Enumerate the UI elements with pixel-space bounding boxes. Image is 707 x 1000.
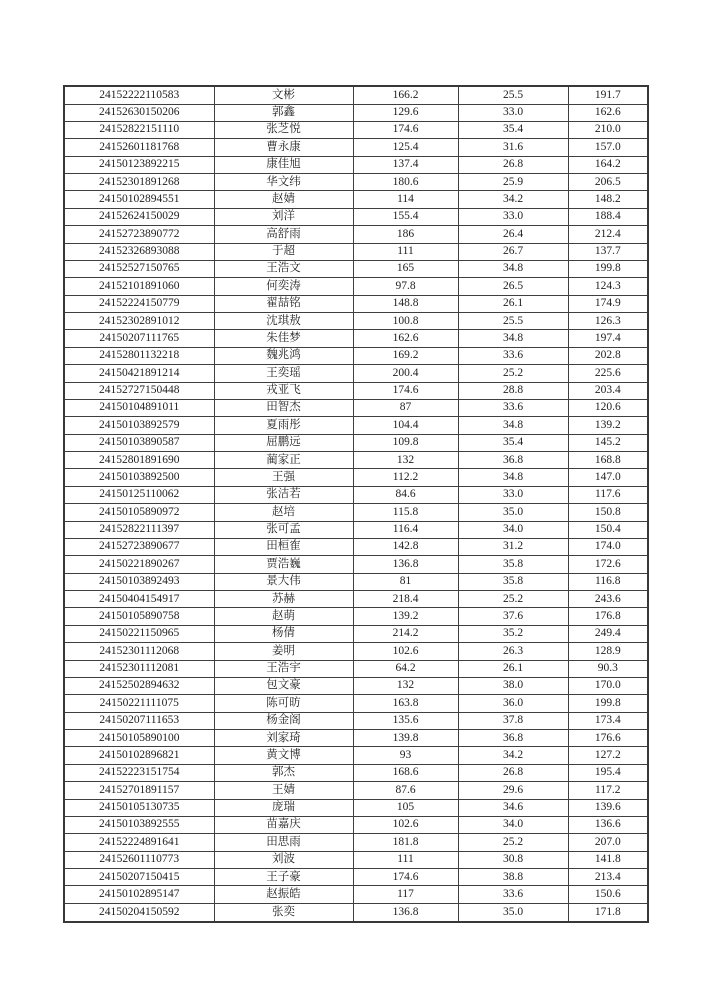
cell-score-1: 186	[353, 226, 458, 243]
cell-score-2: 30.8	[458, 851, 568, 868]
cell-score-2: 31.6	[458, 139, 568, 156]
cell-candidate-id: 24152502894632	[64, 677, 214, 694]
table-row	[64, 834, 648, 851]
cell-name: 包文豪	[214, 677, 353, 694]
cell-score-2: 25.9	[458, 174, 568, 191]
cell-name: 张芝悦	[214, 121, 353, 138]
cell-score-1: 162.6	[353, 330, 458, 347]
cell-score-1: 116.4	[353, 521, 458, 538]
cell-name: 曹永康	[214, 139, 353, 156]
cell-score-1: 181.8	[353, 834, 458, 851]
cell-name: 郭杰	[214, 764, 353, 781]
cell-score-2: 33.0	[458, 208, 568, 225]
cell-score-2: 36.8	[458, 452, 568, 469]
cell-candidate-id: 24150207111765	[64, 330, 214, 347]
cell-score-total: 147.0	[568, 469, 648, 486]
cell-candidate-id: 24152801132218	[64, 347, 214, 364]
cell-candidate-id: 24152624150029	[64, 208, 214, 225]
table-row	[64, 660, 648, 677]
cell-name: 赵婧	[214, 191, 353, 208]
cell-candidate-id: 24152326893088	[64, 243, 214, 260]
cell-score-1: 139.2	[353, 608, 458, 625]
cell-score-total: 126.3	[568, 313, 648, 330]
cell-score-2: 34.6	[458, 799, 568, 816]
cell-candidate-id: 24152301112068	[64, 643, 214, 660]
cell-score-total: 168.8	[568, 452, 648, 469]
cell-score-2: 33.6	[458, 886, 568, 903]
cell-score-2: 34.8	[458, 417, 568, 434]
cell-score-total: 150.4	[568, 521, 648, 538]
cell-score-2: 36.0	[458, 695, 568, 712]
cell-candidate-id: 24150207111653	[64, 712, 214, 729]
cell-name: 于超	[214, 243, 353, 260]
cell-candidate-id: 24152723890772	[64, 226, 214, 243]
cell-score-1: 129.6	[353, 104, 458, 121]
cell-name: 王子豪	[214, 869, 353, 886]
table-row	[64, 156, 648, 173]
table-row	[64, 556, 648, 573]
cell-candidate-id: 24150103892500	[64, 469, 214, 486]
cell-score-1: 218.4	[353, 591, 458, 608]
cell-score-2: 37.6	[458, 608, 568, 625]
cell-candidate-id: 24150404154917	[64, 591, 214, 608]
cell-candidate-id: 24150221890267	[64, 556, 214, 573]
cell-score-1: 125.4	[353, 139, 458, 156]
cell-name: 翟喆铭	[214, 295, 353, 312]
table-row	[64, 730, 648, 747]
cell-score-total: 243.6	[568, 591, 648, 608]
cell-name: 华文纬	[214, 174, 353, 191]
cell-score-2: 26.8	[458, 156, 568, 173]
cell-name: 刘家琦	[214, 730, 353, 747]
cell-name: 张可孟	[214, 521, 353, 538]
cell-name: 何奕涛	[214, 278, 353, 295]
cell-score-2: 34.2	[458, 747, 568, 764]
cell-candidate-id: 24152301112081	[64, 660, 214, 677]
cell-candidate-id: 24152601181768	[64, 139, 214, 156]
cell-score-1: 111	[353, 851, 458, 868]
cell-name: 贾浩巍	[214, 556, 353, 573]
cell-score-total: 162.6	[568, 104, 648, 121]
cell-score-1: 139.8	[353, 730, 458, 747]
cell-score-total: 197.4	[568, 330, 648, 347]
table-row	[64, 86, 648, 104]
cell-candidate-id: 24152302891012	[64, 313, 214, 330]
table-row	[64, 278, 648, 295]
cell-score-2: 26.4	[458, 226, 568, 243]
cell-candidate-id: 24152801891690	[64, 452, 214, 469]
table-row	[64, 851, 648, 868]
cell-score-total: 206.5	[568, 174, 648, 191]
cell-score-2: 34.8	[458, 469, 568, 486]
cell-score-2: 38.0	[458, 677, 568, 694]
cell-score-1: 174.6	[353, 869, 458, 886]
cell-score-1: 165	[353, 260, 458, 277]
cell-score-total: 176.8	[568, 608, 648, 625]
cell-score-total: 174.0	[568, 538, 648, 555]
table-row	[64, 677, 648, 694]
cell-candidate-id: 24152224891641	[64, 834, 214, 851]
cell-score-total: 174.9	[568, 295, 648, 312]
cell-score-2: 25.5	[458, 86, 568, 104]
cell-candidate-id: 24150125110062	[64, 486, 214, 503]
cell-name: 景大伟	[214, 573, 353, 590]
cell-name: 庞瑞	[214, 799, 353, 816]
cell-score-2: 35.0	[458, 504, 568, 521]
table-row	[64, 417, 648, 434]
cell-name: 刘洋	[214, 208, 353, 225]
cell-score-2: 37.8	[458, 712, 568, 729]
cell-candidate-id: 24150221111075	[64, 695, 214, 712]
cell-name: 陈可昉	[214, 695, 353, 712]
cell-candidate-id: 24150103892555	[64, 816, 214, 833]
cell-name: 王婧	[214, 782, 353, 799]
cell-name: 田桓隺	[214, 538, 353, 555]
cell-score-2: 34.8	[458, 330, 568, 347]
cell-name: 沈琪敖	[214, 313, 353, 330]
cell-name: 戎亚飞	[214, 382, 353, 399]
cell-score-total: 150.8	[568, 504, 648, 521]
cell-candidate-id: 24152822111397	[64, 521, 214, 538]
cell-score-1: 87.6	[353, 782, 458, 799]
table-row	[64, 365, 648, 382]
cell-candidate-id: 24152527150765	[64, 260, 214, 277]
cell-score-1: 142.8	[353, 538, 458, 555]
cell-score-total: 213.4	[568, 869, 648, 886]
table-row	[64, 313, 648, 330]
cell-score-2: 36.8	[458, 730, 568, 747]
cell-score-2: 29.6	[458, 782, 568, 799]
cell-score-1: 174.6	[353, 121, 458, 138]
cell-score-1: 132	[353, 452, 458, 469]
table-row	[64, 452, 648, 469]
cell-score-2: 26.8	[458, 764, 568, 781]
cell-score-1: 148.8	[353, 295, 458, 312]
table-row	[64, 486, 648, 503]
cell-name: 苗嘉庆	[214, 816, 353, 833]
cell-score-total: 150.6	[568, 886, 648, 903]
table-row	[64, 243, 648, 260]
cell-candidate-id: 24150105130735	[64, 799, 214, 816]
cell-score-total: 148.2	[568, 191, 648, 208]
cell-candidate-id: 24152822151110	[64, 121, 214, 138]
table-row	[64, 295, 648, 312]
table-row	[64, 695, 648, 712]
cell-score-1: 81	[353, 573, 458, 590]
cell-candidate-id: 24150204150592	[64, 903, 214, 922]
cell-candidate-id: 24150103892579	[64, 417, 214, 434]
cell-score-1: 132	[353, 677, 458, 694]
cell-score-1: 163.8	[353, 695, 458, 712]
cell-name: 文彬	[214, 86, 353, 104]
cell-score-2: 28.8	[458, 382, 568, 399]
table-row	[64, 399, 648, 416]
cell-score-total: 120.6	[568, 399, 648, 416]
table-row	[64, 226, 648, 243]
table-row	[64, 330, 648, 347]
cell-score-total: 164.2	[568, 156, 648, 173]
cell-candidate-id: 24150102895147	[64, 886, 214, 903]
cell-candidate-id: 24150104891011	[64, 399, 214, 416]
cell-candidate-id: 24150103890587	[64, 434, 214, 451]
cell-name: 杨金阁	[214, 712, 353, 729]
cell-score-2: 38.8	[458, 869, 568, 886]
cell-score-1: 180.6	[353, 174, 458, 191]
cell-name: 魏兆鸿	[214, 347, 353, 364]
cell-name: 蔺家正	[214, 452, 353, 469]
cell-score-total: 173.4	[568, 712, 648, 729]
cell-score-2: 34.8	[458, 260, 568, 277]
cell-candidate-id: 24152701891157	[64, 782, 214, 799]
cell-name: 张奕	[214, 903, 353, 922]
cell-score-2: 25.2	[458, 591, 568, 608]
cell-score-1: 136.8	[353, 556, 458, 573]
table-row	[64, 174, 648, 191]
cell-candidate-id: 24152723890677	[64, 538, 214, 555]
cell-score-total: 139.6	[568, 799, 648, 816]
cell-candidate-id: 24152301891268	[64, 174, 214, 191]
cell-name: 姜明	[214, 643, 353, 660]
cell-score-total: 202.8	[568, 347, 648, 364]
table-row	[64, 382, 648, 399]
cell-score-2: 34.2	[458, 191, 568, 208]
cell-score-1: 93	[353, 747, 458, 764]
table-row	[64, 782, 648, 799]
table-row	[64, 712, 648, 729]
table-row	[64, 799, 648, 816]
cell-score-1: 214.2	[353, 625, 458, 642]
cell-candidate-id: 24152224150779	[64, 295, 214, 312]
cell-score-2: 35.0	[458, 903, 568, 922]
cell-name: 田思雨	[214, 834, 353, 851]
cell-name: 赵萌	[214, 608, 353, 625]
cell-score-total: 136.6	[568, 816, 648, 833]
cell-score-2: 33.0	[458, 486, 568, 503]
cell-score-1: 168.6	[353, 764, 458, 781]
table-row	[64, 643, 648, 660]
table-row	[64, 816, 648, 833]
table-row	[64, 347, 648, 364]
cell-candidate-id: 24152630150206	[64, 104, 214, 121]
cell-name: 王强	[214, 469, 353, 486]
cell-name: 高舒雨	[214, 226, 353, 243]
cell-candidate-id: 24150221150965	[64, 625, 214, 642]
cell-score-total: 172.6	[568, 556, 648, 573]
cell-name: 朱佳梦	[214, 330, 353, 347]
table-row	[64, 886, 648, 903]
table-row	[64, 869, 648, 886]
cell-score-total: 90.3	[568, 660, 648, 677]
cell-name: 王浩宇	[214, 660, 353, 677]
cell-score-1: 155.4	[353, 208, 458, 225]
cell-score-total: 117.6	[568, 486, 648, 503]
cell-score-total: 210.0	[568, 121, 648, 138]
cell-score-total: 195.4	[568, 764, 648, 781]
cell-score-total: 203.4	[568, 382, 648, 399]
cell-score-2: 33.6	[458, 347, 568, 364]
cell-score-2: 31.2	[458, 538, 568, 555]
cell-score-total: 157.0	[568, 139, 648, 156]
cell-score-1: 105	[353, 799, 458, 816]
table-row	[64, 260, 648, 277]
table-row	[64, 591, 648, 608]
cell-score-2: 25.2	[458, 365, 568, 382]
cell-score-1: 169.2	[353, 347, 458, 364]
cell-score-1: 135.6	[353, 712, 458, 729]
table-row	[64, 208, 648, 225]
cell-score-total: 171.8	[568, 903, 648, 922]
cell-score-2: 35.8	[458, 556, 568, 573]
cell-score-2: 26.7	[458, 243, 568, 260]
cell-score-2: 35.4	[458, 121, 568, 138]
table-row	[64, 521, 648, 538]
cell-score-total: 145.2	[568, 434, 648, 451]
cell-candidate-id: 24152223151754	[64, 764, 214, 781]
cell-score-total: 199.8	[568, 695, 648, 712]
cell-candidate-id: 24150103892493	[64, 573, 214, 590]
cell-score-2: 34.0	[458, 816, 568, 833]
cell-name: 田智杰	[214, 399, 353, 416]
cell-name: 杨倩	[214, 625, 353, 642]
cell-candidate-id: 24150123892215	[64, 156, 214, 173]
scores-table	[63, 85, 649, 923]
cell-score-1: 102.6	[353, 643, 458, 660]
table-row	[64, 625, 648, 642]
cell-score-1: 112.2	[353, 469, 458, 486]
cell-score-1: 100.8	[353, 313, 458, 330]
cell-name: 康佳旭	[214, 156, 353, 173]
cell-score-1: 102.6	[353, 816, 458, 833]
cell-score-total: 127.2	[568, 747, 648, 764]
cell-name: 张洁若	[214, 486, 353, 503]
cell-score-1: 200.4	[353, 365, 458, 382]
cell-name: 赵培	[214, 504, 353, 521]
table-row	[64, 538, 648, 555]
cell-name: 王浩文	[214, 260, 353, 277]
cell-name: 王奕瑶	[214, 365, 353, 382]
cell-candidate-id: 24152727150448	[64, 382, 214, 399]
cell-score-1: 97.8	[353, 278, 458, 295]
cell-score-total: 212.4	[568, 226, 648, 243]
cell-score-2: 34.0	[458, 521, 568, 538]
cell-candidate-id: 24150105890758	[64, 608, 214, 625]
cell-candidate-id: 24150102896821	[64, 747, 214, 764]
table-row	[64, 504, 648, 521]
scores-table-body	[64, 86, 648, 922]
cell-score-2: 26.1	[458, 660, 568, 677]
cell-score-2: 26.3	[458, 643, 568, 660]
cell-score-2: 33.6	[458, 399, 568, 416]
cell-name: 黄文博	[214, 747, 353, 764]
cell-candidate-id: 24150105890972	[64, 504, 214, 521]
table-row	[64, 104, 648, 121]
cell-score-2: 35.8	[458, 573, 568, 590]
cell-score-1: 109.8	[353, 434, 458, 451]
cell-name: 郭鑫	[214, 104, 353, 121]
cell-candidate-id: 24150102894551	[64, 191, 214, 208]
cell-score-total: 116.8	[568, 573, 648, 590]
table-row	[64, 903, 648, 922]
table-row	[64, 121, 648, 138]
cell-score-total: 124.3	[568, 278, 648, 295]
cell-score-1: 84.6	[353, 486, 458, 503]
cell-score-1: 104.4	[353, 417, 458, 434]
cell-name: 刘波	[214, 851, 353, 868]
table-row	[64, 764, 648, 781]
cell-candidate-id: 24150207150415	[64, 869, 214, 886]
cell-score-1: 111	[353, 243, 458, 260]
cell-candidate-id: 24150105890100	[64, 730, 214, 747]
cell-score-1: 117	[353, 886, 458, 903]
cell-candidate-id: 24150421891214	[64, 365, 214, 382]
table-row	[64, 139, 648, 156]
cell-candidate-id: 24152222110583	[64, 86, 214, 104]
table-row	[64, 469, 648, 486]
cell-name: 夏雨彤	[214, 417, 353, 434]
cell-score-1: 115.8	[353, 504, 458, 521]
cell-name: 赵振皓	[214, 886, 353, 903]
table-row	[64, 747, 648, 764]
cell-name: 屈鹏远	[214, 434, 353, 451]
cell-score-1: 137.4	[353, 156, 458, 173]
cell-score-1: 87	[353, 399, 458, 416]
cell-score-total: 117.2	[568, 782, 648, 799]
cell-score-2: 26.5	[458, 278, 568, 295]
table-row	[64, 191, 648, 208]
cell-score-total: 225.6	[568, 365, 648, 382]
cell-score-total: 141.8	[568, 851, 648, 868]
cell-score-total: 128.9	[568, 643, 648, 660]
cell-score-2: 35.4	[458, 434, 568, 451]
cell-score-2: 35.2	[458, 625, 568, 642]
table-row	[64, 573, 648, 590]
cell-name: 苏赫	[214, 591, 353, 608]
cell-score-1: 166.2	[353, 86, 458, 104]
cell-score-2: 26.1	[458, 295, 568, 312]
table-row	[64, 434, 648, 451]
cell-score-total: 188.4	[568, 208, 648, 225]
cell-score-1: 136.8	[353, 903, 458, 922]
cell-score-total: 249.4	[568, 625, 648, 642]
cell-score-total: 176.6	[568, 730, 648, 747]
cell-candidate-id: 24152601110773	[64, 851, 214, 868]
cell-score-total: 170.0	[568, 677, 648, 694]
cell-score-2: 33.0	[458, 104, 568, 121]
cell-score-1: 114	[353, 191, 458, 208]
cell-score-1: 174.6	[353, 382, 458, 399]
cell-score-total: 199.8	[568, 260, 648, 277]
cell-score-total: 207.0	[568, 834, 648, 851]
cell-score-1: 64.2	[353, 660, 458, 677]
cell-score-2: 25.5	[458, 313, 568, 330]
cell-candidate-id: 24152101891060	[64, 278, 214, 295]
cell-score-total: 137.7	[568, 243, 648, 260]
cell-score-total: 139.2	[568, 417, 648, 434]
table-row	[64, 608, 648, 625]
cell-score-2: 25.2	[458, 834, 568, 851]
cell-score-total: 191.7	[568, 86, 648, 104]
